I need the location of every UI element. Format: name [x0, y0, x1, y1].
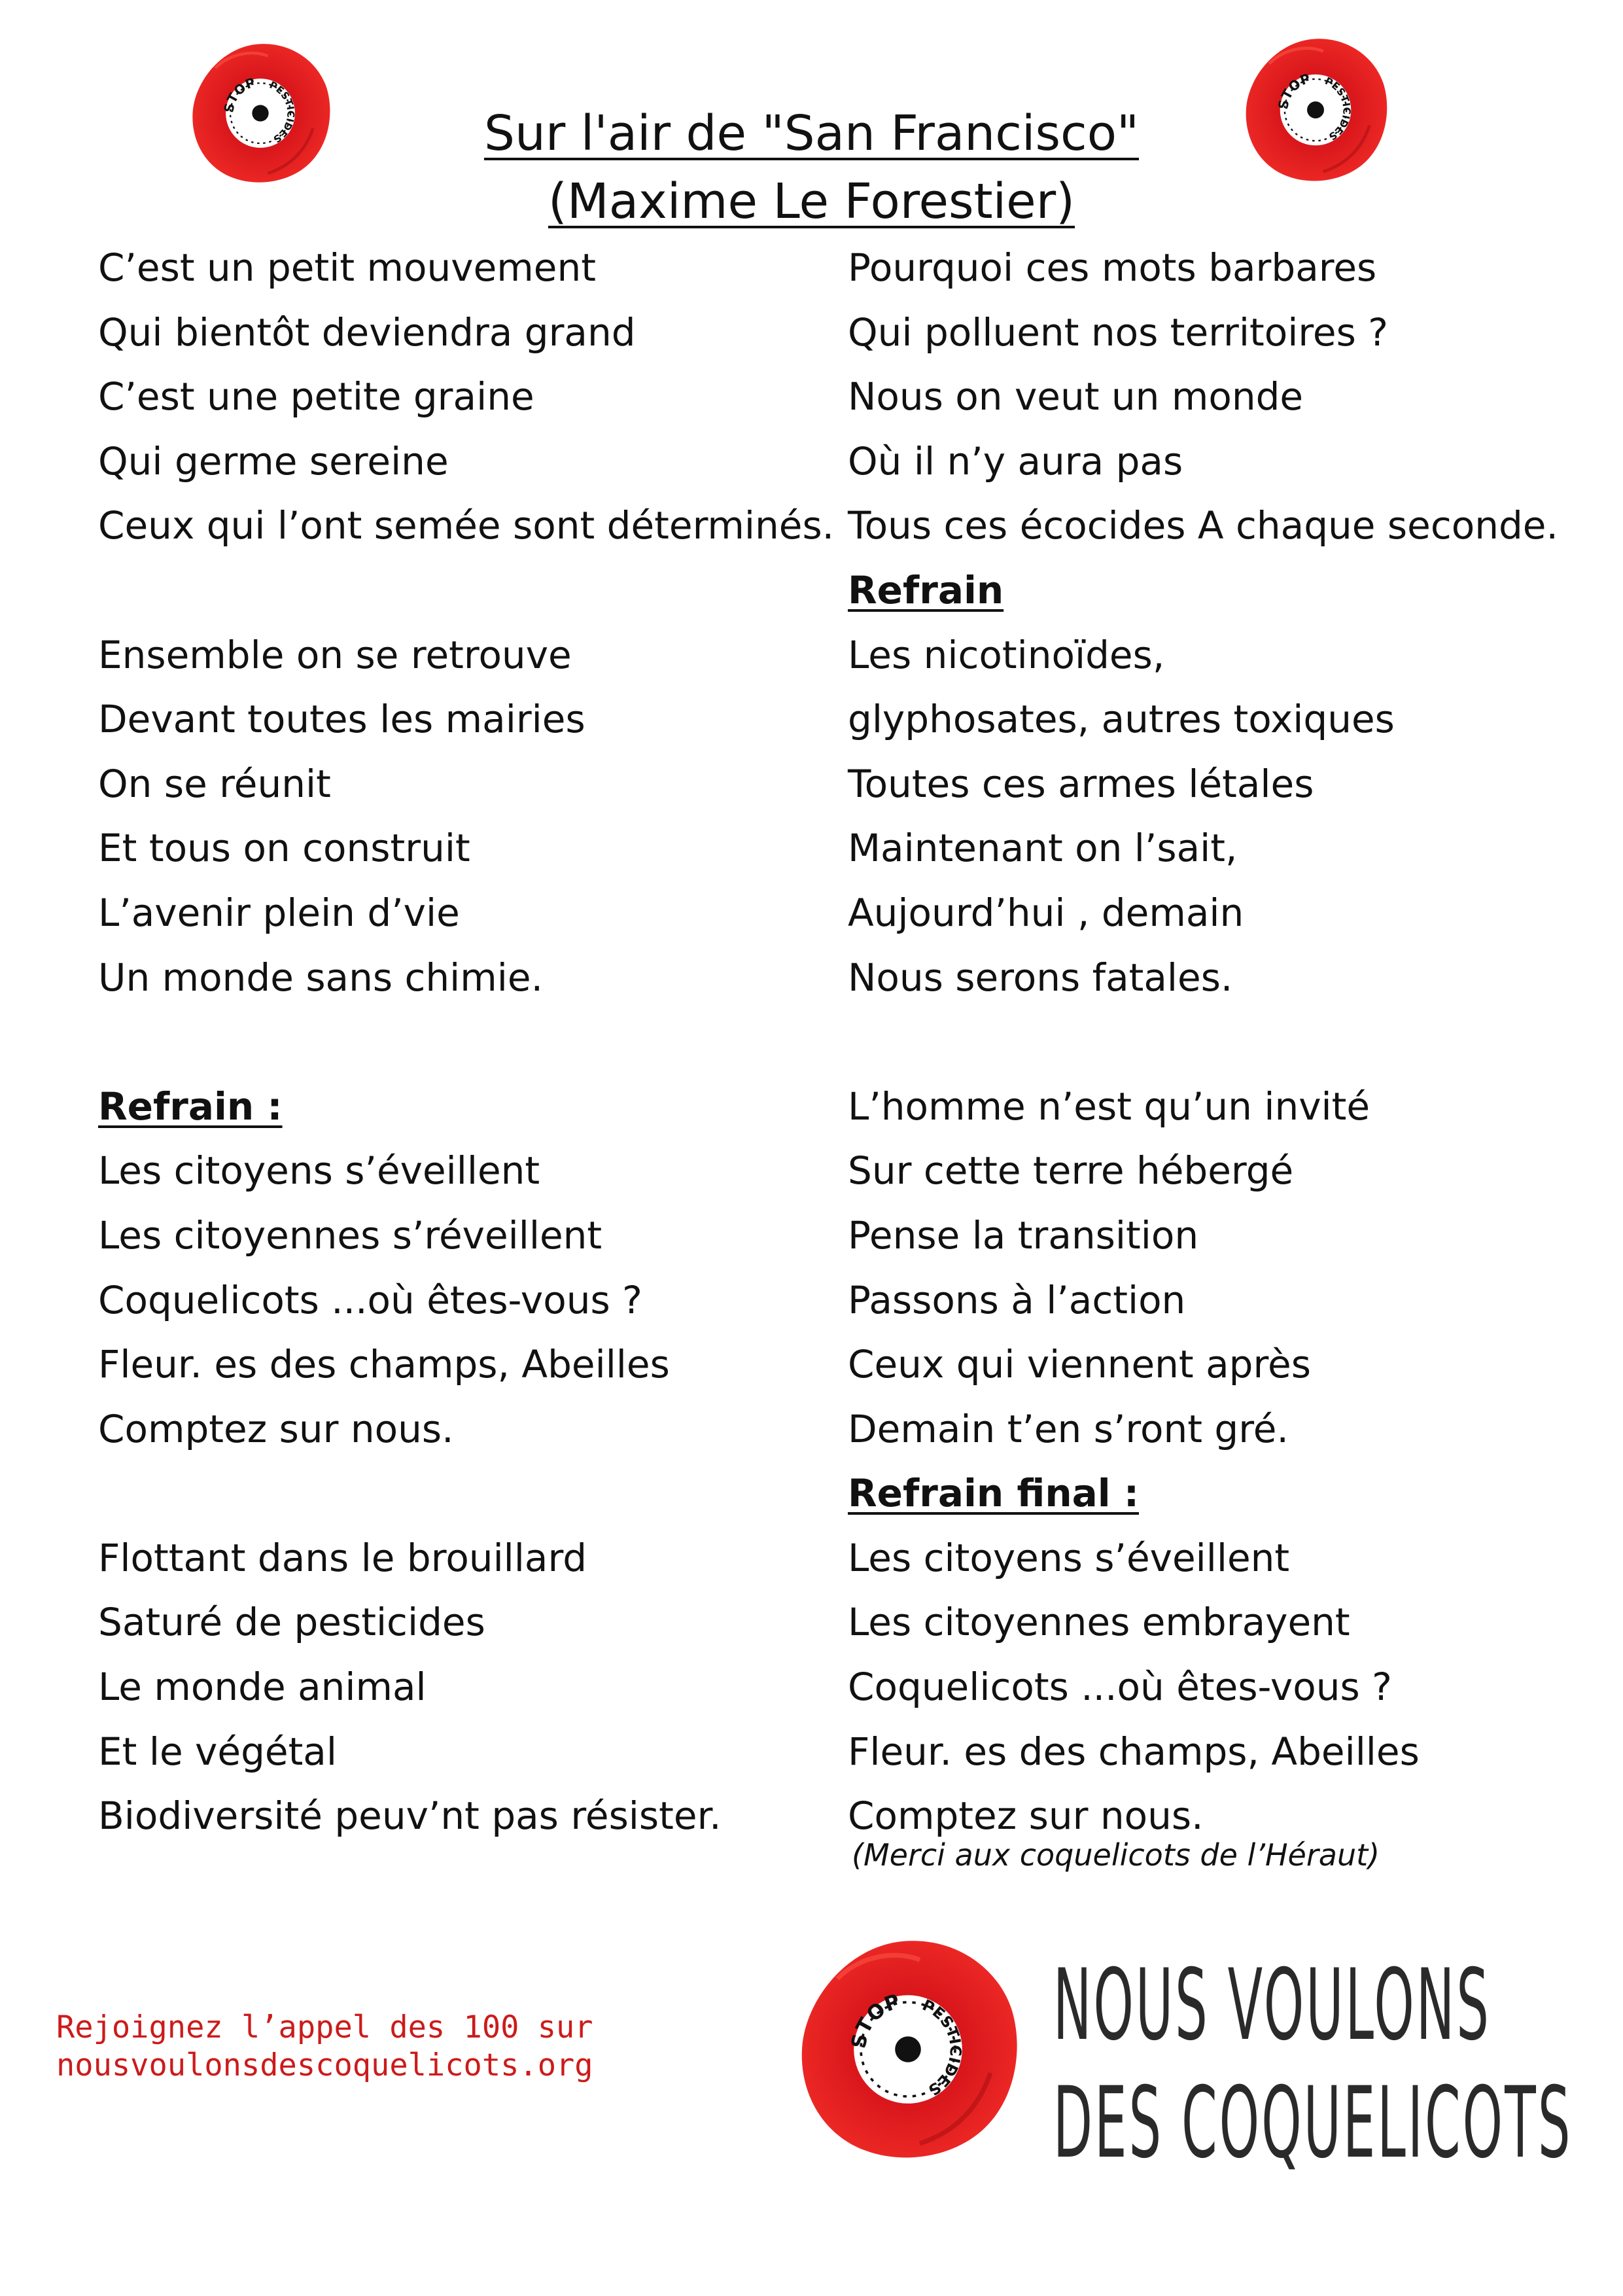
- lyric-line: Les citoyens s’éveillent: [848, 1535, 1290, 1580]
- lyric-line: Les nicotinoïdes,: [848, 632, 1165, 677]
- lyric-line: Les citoyennes embrayent: [848, 1600, 1350, 1645]
- lyric-line: Fleur. es des champs, Abeilles: [98, 1342, 670, 1387]
- refrain-heading: Refrain: [848, 567, 1004, 612]
- lyric-line: Qui germe sereine: [98, 438, 449, 484]
- lyric-line: Saturé de pesticides: [98, 1600, 485, 1645]
- lyric-line: Les citoyens s’éveillent: [98, 1148, 540, 1193]
- brand-line-2: DES COQUELICOTS: [1053, 2066, 1573, 2180]
- stop-pesticides-badge: [790, 1932, 1026, 2167]
- badge-stop-text: STOP: [221, 75, 257, 114]
- stanza-spacer: [848, 1010, 1580, 1074]
- lyric-line: Biodiversité peuv’nt pas résister.: [98, 1793, 722, 1839]
- lyric-line: Un monde sans chimie.: [98, 955, 543, 1000]
- stanza-spacer: [98, 558, 818, 623]
- lyric-line: Ceux qui l’ont semée sont déterminés.: [98, 503, 835, 548]
- lyric-line: Les citoyennes s’réveillent: [98, 1212, 602, 1258]
- lyric-line: C’est un petit mouvement: [98, 245, 596, 290]
- badge-pesticides-text: PESTICIDES: [1323, 75, 1353, 143]
- lyric-line: Comptez sur nous.: [98, 1406, 454, 1451]
- left-lyrics-column: [98, 236, 835, 1848]
- song-subtitle: (Maxime Le Forestier): [548, 173, 1075, 230]
- lyric-line: Pense la transition: [848, 1212, 1199, 1258]
- badge-pesticides-text: PESTICIDES: [268, 79, 297, 145]
- brand-line-1: NOUS VOULONS: [1053, 1949, 1491, 2062]
- badge-stop-text: STOP: [1275, 70, 1312, 111]
- lyric-line: L’homme n’est qu’un invité: [848, 1084, 1370, 1129]
- svg-text:PESTICIDES: [920, 1996, 965, 2100]
- lyric-line: Nous on veut un monde: [848, 374, 1304, 419]
- footer-call-to-action: [56, 2009, 593, 2085]
- lyric-line: Fleur. es des champs, Abeilles: [848, 1729, 1420, 1774]
- svg-text:STOP: [848, 1990, 903, 2051]
- lyric-line: Où il n’y aura pas: [848, 438, 1183, 484]
- lyric-line: Coquelicots ...où êtes-vous ?: [848, 1665, 1392, 1710]
- footer-line-1: Rejoignez l’appel des 100 sur: [56, 2009, 593, 2045]
- footer-website-link[interactable]: nousvoulonsdescoquelicots.org: [56, 2047, 593, 2083]
- lyric-line: Nous serons fatales.: [848, 955, 1233, 1000]
- lyric-line: Qui polluent nos territoires ?: [848, 309, 1389, 355]
- lyric-line: Flottant dans le brouillard: [98, 1535, 587, 1580]
- lyric-line: On se réunit: [98, 761, 331, 806]
- badge-pesticides-text: PESTICIDES: [919, 1995, 966, 2100]
- lyric-line: Et le végétal: [98, 1729, 337, 1774]
- lyric-line: Maintenant on l’sait,: [848, 826, 1238, 871]
- credit-note: (Merci aux coquelicots de l’Héraut): [852, 1837, 1380, 1873]
- lyric-line: Aujourd’hui , demain: [848, 890, 1244, 935]
- badge-stop-text: STOP: [847, 1990, 903, 2051]
- refrain-heading: Refrain :: [98, 1084, 283, 1129]
- lyric-line: Demain t’en s’ront gré.: [848, 1406, 1289, 1451]
- lyric-line: Comptez sur nous.: [848, 1793, 1204, 1839]
- lyric-line: Devant toutes les mairies: [98, 697, 585, 742]
- lyric-line: Le monde animal: [98, 1665, 427, 1710]
- lyric-line: C’est une petite graine: [98, 374, 534, 419]
- poppy-logo-bottom: [790, 1932, 1026, 2167]
- lyric-line: Sur cette terre hébergé: [848, 1148, 1294, 1193]
- lyric-line: L’avenir plein d’vie: [98, 890, 460, 935]
- lyric-line: glyphosates, autres toxiques: [848, 697, 1395, 742]
- song-title: Sur l'air de "San Francisco": [483, 105, 1140, 162]
- lyric-line: Passons à l’action: [848, 1277, 1186, 1322]
- lyric-line: Ceux qui viennent après: [848, 1342, 1311, 1387]
- right-lyrics-column: [848, 236, 1580, 1848]
- lyric-line: Ensemble on se retrouve: [98, 632, 572, 677]
- lyric-line: Coquelicots ...où êtes-vous ?: [98, 1277, 642, 1322]
- lyric-line: Et tous on construit: [98, 826, 470, 871]
- refrain-heading: Refrain final :: [848, 1471, 1140, 1516]
- lyric-line: Tous ces écocides A chaque seconde.: [848, 503, 1558, 548]
- stanza-spacer: [98, 1010, 818, 1074]
- stanza-spacer: [98, 1461, 818, 1526]
- lyric-line: Qui bientôt deviendra grand: [98, 309, 636, 355]
- lyric-line: Toutes ces armes létales: [848, 761, 1314, 806]
- lyric-line: Pourquoi ces mots barbares: [848, 245, 1377, 290]
